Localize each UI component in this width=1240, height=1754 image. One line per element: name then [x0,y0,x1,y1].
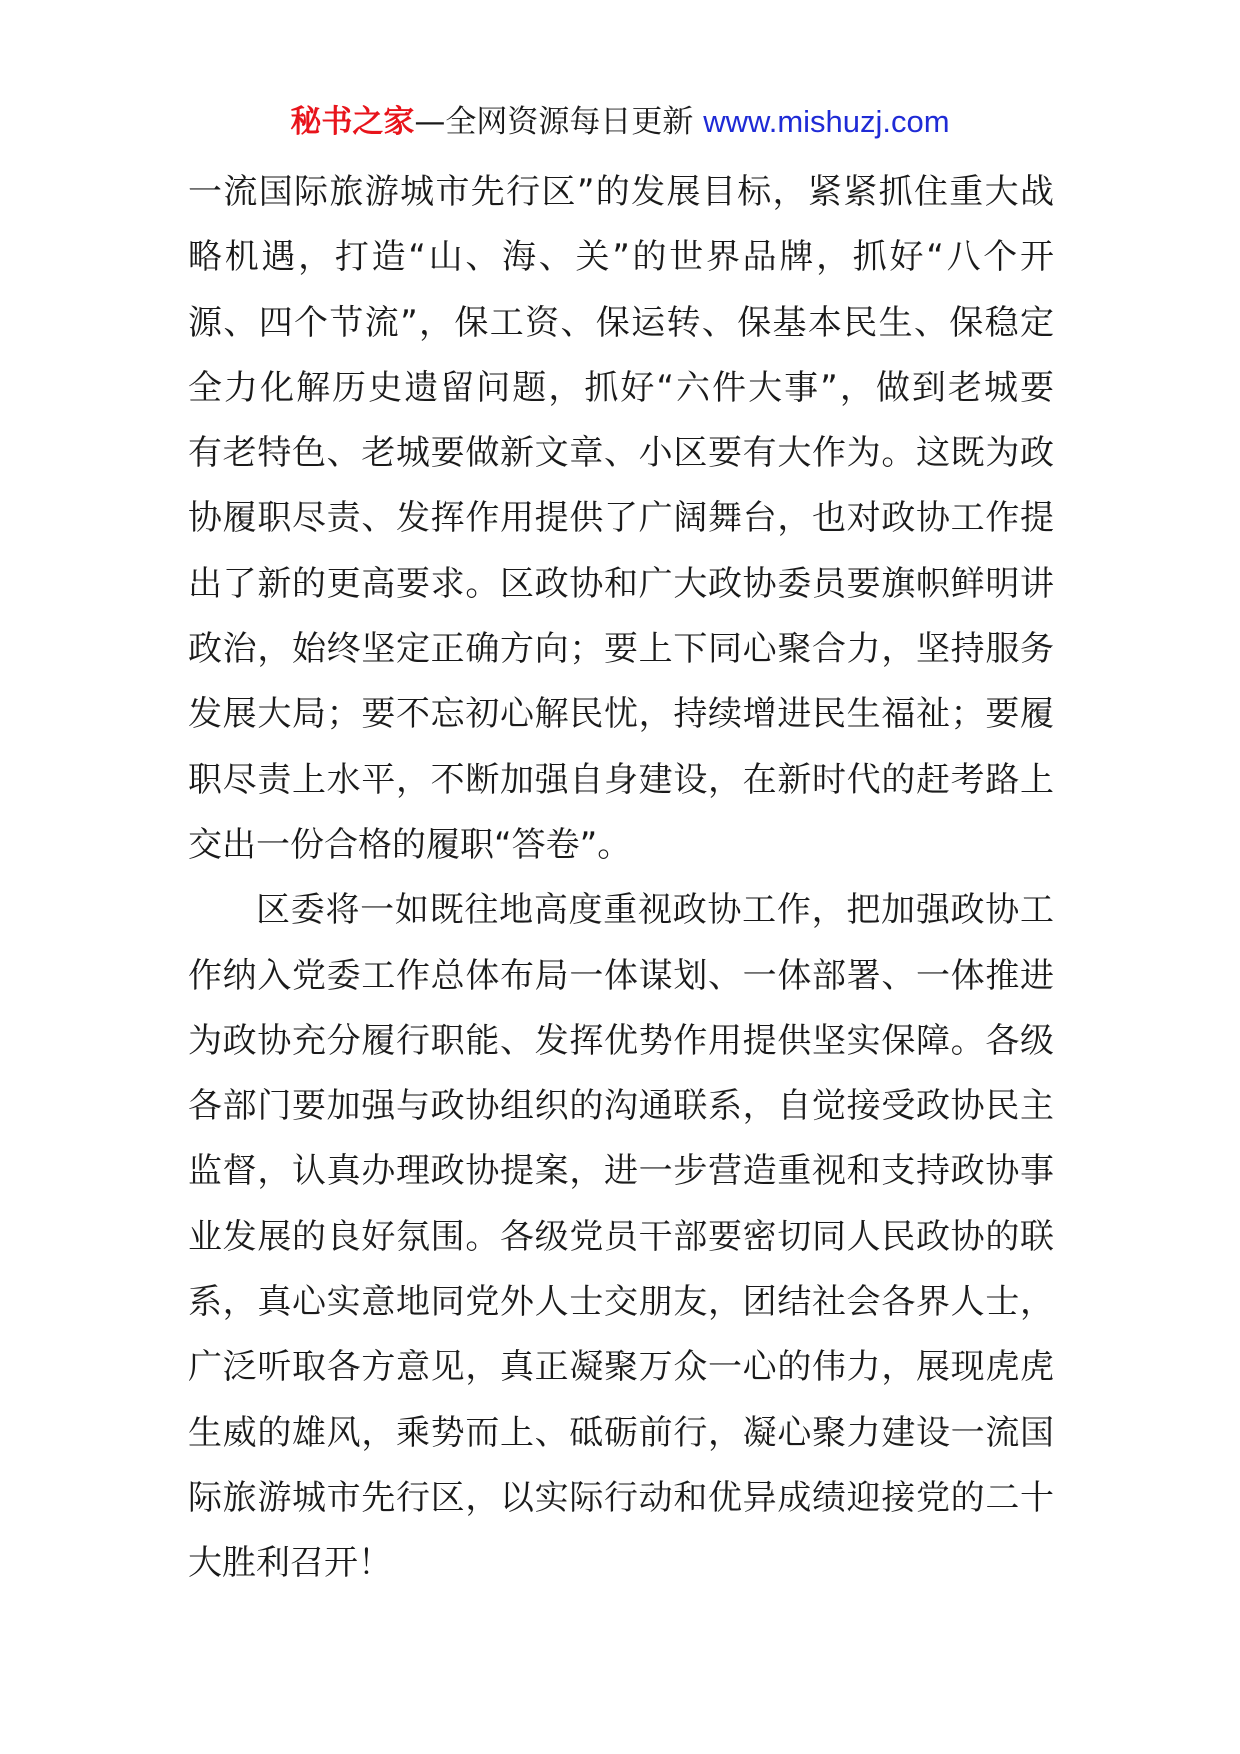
text-line: 为政协充分履行职能、发挥优势作用提供坚实保障。各级 [188,1020,1054,1061]
text-line: 源、四个节流”，保工资、保运转、保基本民生、保稳定 [188,302,1054,343]
text-line: 广泛听取各方意见，真正凝聚万众一心的伟力，展现虎虎 [188,1347,1054,1388]
text-line: 略机遇，打造“山、海、关”的世界品牌，抓好“八个开 [188,237,1054,278]
text-line: 业发展的良好氛围。各级党员干部要密切同人民政协的联 [188,1216,1054,1257]
text-line: 全力化解历史遗留问题，抓好“六件大事”，做到老城要 [188,367,1054,408]
site-header [0,100,1240,144]
text-line: 际旅游城市先行区，以实际行动和优异成绩迎接党的二十 [188,1477,1054,1518]
text-line: 职尽责上水平，不断加强自身建设，在新时代的赶考路上 [188,759,1054,800]
text-line: 协履职尽责、发挥作用提供了广阔舞台，也对政协工作提 [188,498,1054,539]
text-line: 政治，始终坚定正确方向；要上下同心聚合力，坚持服务 [188,629,1054,670]
site-url-link[interactable]: www.mishuzj.com [703,104,950,139]
paragraph-first-line: 区委将一如既往地高度重视政协工作，把加强政协工 [256,890,1054,931]
brand-name: 秘书之家 [290,104,415,140]
text-line: 系，真心实意地同党外人士交朋友，团结社会各界人士， [188,1282,1054,1323]
text-line: 交出一份合格的履职“答卷”。 [188,824,632,865]
text-line: 发展大局；要不忘初心解民忧，持续增进民生福祉；要履 [188,694,1054,735]
document-body [188,160,1054,1597]
text-line: 一流国际旅游城市先行区”的发展目标，紧紧抓住重大战 [188,172,1054,212]
text-line: 作纳入党委工作总体布局一体谋划、一体部署、一体推进 [188,955,1054,996]
text-line: 有老特色、老城要做新文章、小区要有大作为。这既为政 [188,433,1054,474]
header-slogan: —全网资源每日更新 [414,104,704,140]
text-line: 大胜利召开！ [188,1543,392,1584]
text-line: 出了新的更高要求。区政协和广大政协委员要旗帜鲜明讲 [188,563,1054,604]
text-line: 监督，认真办理政协提案，进一步营造重视和支持政协事 [188,1151,1054,1192]
text-line: 各部门要加强与政协组织的沟通联系，自觉接受政协民主 [188,1086,1054,1127]
text-line: 生威的雄风，乘势而上、砥砺前行，凝心聚力建设一流国 [188,1412,1054,1453]
